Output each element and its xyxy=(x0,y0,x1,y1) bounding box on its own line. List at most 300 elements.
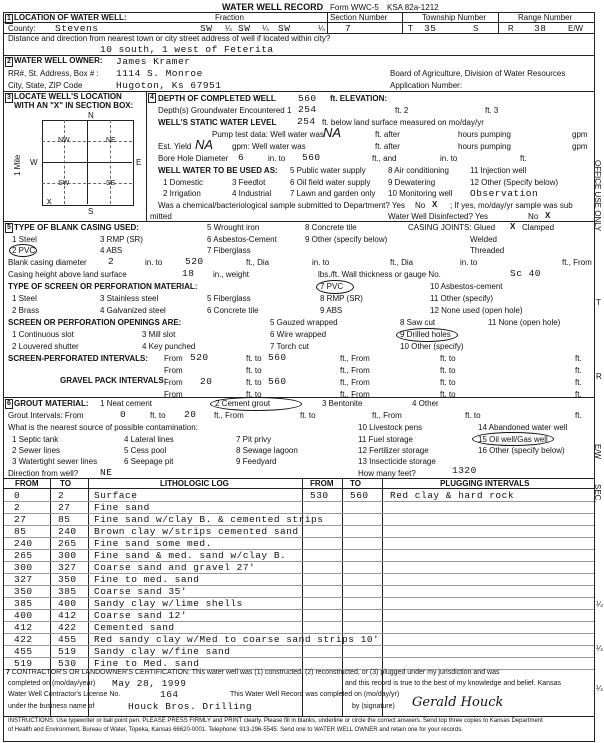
log-row-to: 400 xyxy=(58,598,77,609)
sample-no: No xyxy=(415,201,426,210)
nw-label: NW xyxy=(58,137,70,144)
open-drilled[interactable]: 9 Drilled holes xyxy=(400,330,451,339)
contam-watertight[interactable]: 3 Watertight sewer lines xyxy=(12,457,98,466)
open-continuous[interactable]: 1 Continuous slot xyxy=(12,330,74,339)
log-row-from: 400 xyxy=(14,610,33,621)
plug-desc: Red clay & hard rock xyxy=(390,490,515,501)
gp-ft-to: ft. to xyxy=(440,378,456,387)
fraction-2: SW xyxy=(238,23,251,34)
log-row-desc: Red sandy clay w/Med to coarse sand strips 10' xyxy=(94,634,380,645)
quarter-3: ¼ xyxy=(318,24,325,33)
grout-ft-from: ft., From xyxy=(214,411,244,420)
use-injection[interactable]: 11 Injection well xyxy=(470,166,527,175)
casing-wrought[interactable]: 5 Wrought iron xyxy=(207,223,260,232)
casing-label: TYPE OF BLANK CASING USED: xyxy=(14,223,139,232)
section-1-number: 1 xyxy=(5,14,13,24)
distance-label: Distance and direction from nearest town or city street address of well if located within city? xyxy=(8,34,331,43)
contam-sewer[interactable]: 2 Sewer lines xyxy=(12,446,61,455)
screen-pvc[interactable]: 7 PVC xyxy=(320,282,344,291)
grout-cement[interactable]: 2 Cement grout xyxy=(215,399,271,408)
contam-oilwell[interactable]: 15 Oil well/Gas well xyxy=(478,435,548,444)
bore-ft-and: ft., and xyxy=(372,154,397,163)
csz-label: City, State, ZIP Code xyxy=(8,81,83,90)
sw-label: SW xyxy=(58,180,70,187)
board-label: Board of Agriculture, Division of Water Resources xyxy=(390,69,566,78)
diam-ft-dia2: ft., Dia xyxy=(390,258,414,267)
use-observation: Observation xyxy=(470,188,539,199)
side-r: R xyxy=(596,372,602,381)
log-row-rule xyxy=(4,537,594,538)
gp-from-value: 20 xyxy=(200,376,213,387)
cert-completed-label: completed on (mo/day/year) xyxy=(8,680,96,687)
screen-other[interactable]: 11 Other (specify) xyxy=(430,294,493,303)
log-row-rule xyxy=(4,597,594,598)
screen-concrete[interactable]: 6 Concrete tile xyxy=(207,306,259,315)
pump-gpm: gpm xyxy=(572,130,588,139)
mile-label: 1 Mile xyxy=(13,154,22,176)
log-to-header: TO xyxy=(60,479,71,488)
side-q3: ¼ xyxy=(596,684,603,693)
feet-label: How many feet? xyxy=(358,469,416,478)
spi-from-label: From xyxy=(164,354,183,363)
yield-gpm: gpm: Well water was xyxy=(232,142,306,151)
log-row-rule xyxy=(4,621,594,622)
diam-ft-dia: ft., Dia xyxy=(246,258,270,267)
contam-cess[interactable]: 5 Cess pool xyxy=(124,446,167,455)
side-t: T xyxy=(596,298,601,307)
log-row-to: 2 xyxy=(58,490,65,501)
casing-steel[interactable]: 1 Steel xyxy=(12,235,37,244)
log-row-from: 265 xyxy=(14,550,33,561)
se-label: SE xyxy=(106,180,116,187)
contam-insecticide[interactable]: 13 Insecticide storage xyxy=(358,457,436,466)
log-row-from: 385 xyxy=(14,598,33,609)
address-label: RR#, St. Address, Box # : xyxy=(8,69,99,78)
log-row-from: 412 xyxy=(14,622,33,633)
grout-label: GROUT MATERIAL: xyxy=(14,399,89,408)
log-row-from: 350 xyxy=(14,586,33,597)
log-row-rule xyxy=(4,549,594,550)
groundwater-label: Depth(s) Groundwater Encountered 1 xyxy=(158,106,292,115)
license-value: 164 xyxy=(160,689,179,700)
address-value: 1114 S. Monroe xyxy=(116,68,203,79)
gp-to-value: 560 xyxy=(268,376,287,387)
open-other[interactable]: 10 Other (specify) xyxy=(400,342,464,351)
log-row-to: 240 xyxy=(58,526,77,537)
range-value: 38 xyxy=(534,23,547,34)
static-label: WELL'S STATIC WATER LEVEL xyxy=(158,118,277,127)
log-row-desc: Fine to Med. sand xyxy=(94,658,200,669)
log-row-rule xyxy=(4,645,594,646)
log-row-desc: Fine to med. sand xyxy=(94,574,200,585)
form-title: WATER WELL RECORD xyxy=(222,2,324,12)
range-ew: E/W xyxy=(568,24,584,33)
height-label: Casing height above land surface xyxy=(8,270,127,279)
plug-from: 530 xyxy=(310,490,329,501)
gauge-value: Sc 40 xyxy=(510,268,542,279)
township-value: 35 xyxy=(424,23,437,34)
west-label: W xyxy=(30,158,38,167)
section-4-number: 4 xyxy=(148,93,156,103)
open-louvered[interactable]: 2 Louvered shutter xyxy=(12,342,79,351)
grout-int-label: Grout Intervals: From xyxy=(8,411,84,420)
open-none[interactable]: 11 None (open hole) xyxy=(488,318,561,327)
bore-ft: ft. xyxy=(520,154,527,163)
grout-ft: ft. xyxy=(575,411,582,420)
gp-to-label: ft. to xyxy=(246,378,262,387)
form-number: Form WWC-5 xyxy=(330,3,379,12)
spi-label: SCREEN-PERFORATED INTERVALS: xyxy=(8,354,149,363)
log-row-rule xyxy=(4,657,594,658)
open-drilled-circle xyxy=(396,328,458,342)
log-row-rule xyxy=(4,561,594,562)
log-row-rule xyxy=(4,573,594,574)
joints-clamped[interactable]: Clamped xyxy=(522,223,555,232)
disinfect-no: No xyxy=(528,212,539,221)
bore-value: 6 xyxy=(238,152,245,163)
license-label: Water Well Contractor's License No. xyxy=(8,691,121,698)
gp-from-label: From xyxy=(164,378,183,387)
use-air[interactable]: 8 Air conditioning xyxy=(388,166,449,175)
use-label: WELL WATER TO BE USED AS: xyxy=(158,166,278,175)
disinfect-x: X xyxy=(545,211,551,220)
log-row-rule xyxy=(4,501,594,502)
section-2-number: 2 xyxy=(5,57,13,67)
pump-label: Pump test data: Well water was xyxy=(212,130,324,139)
plug-header: PLUGGING INTERVALS xyxy=(440,479,530,488)
screen-brass[interactable]: 2 Brass xyxy=(12,306,40,315)
depth-label: DEPTH OF COMPLETED WELL xyxy=(158,94,276,103)
disinfect-label: Water Well Disinfected? Yes xyxy=(388,212,489,221)
grout-cement-circle xyxy=(210,397,302,411)
section-label: Section Number xyxy=(330,13,388,22)
log-row-to: 27 xyxy=(58,502,71,513)
log-row-to: 327 xyxy=(58,562,77,573)
grout-from-value: 0 xyxy=(120,409,127,420)
spi-ft-from: ft., From xyxy=(340,354,370,363)
open-gauzed[interactable]: 5 Gauzed wrapped xyxy=(270,318,338,327)
record-completed-label: This Water Well Record was completed on (mo/day/yr) xyxy=(230,691,400,698)
gp2-to-label: ft. to xyxy=(246,390,262,399)
plug-to-header: TO xyxy=(350,479,361,488)
static-rest: ft. below land surface measured on mo/day/yr xyxy=(322,118,484,127)
groundwater-1-value: 254 xyxy=(298,104,317,115)
spi-from-value: 520 xyxy=(190,352,209,363)
mitted: mitted xyxy=(150,212,172,221)
grout-to-value: 20 xyxy=(184,409,197,420)
diam-value: 2 xyxy=(108,256,115,267)
weight-label: in., weight xyxy=(213,270,250,279)
screen-abs[interactable]: 9 ABS xyxy=(320,306,343,315)
screen-rmp[interactable]: 8 RMP (SR) xyxy=(320,294,363,303)
ne-label: NE xyxy=(106,137,116,144)
section-7-number: 7 xyxy=(6,669,10,676)
log-row-from: 327 xyxy=(14,574,33,585)
spi-to-label: ft. to xyxy=(246,354,262,363)
open-wire[interactable]: 6 Wire wrapped xyxy=(270,330,327,339)
use-public[interactable]: 5 Public water supply xyxy=(290,166,366,175)
open-mill[interactable]: 3 Mill slot xyxy=(142,330,176,339)
pump-value: NA xyxy=(323,125,342,140)
contam-septic[interactable]: 1 Septic tank xyxy=(12,435,59,444)
plug-to: 560 xyxy=(350,490,369,501)
log-row-desc: Fine sand xyxy=(94,502,150,513)
use-dewatering[interactable]: 9 Dewatering xyxy=(388,178,436,187)
owner-name: James Kramer xyxy=(116,56,191,67)
business-label: under the business name of xyxy=(8,703,95,710)
spi-ft-end: ft. xyxy=(575,354,582,363)
gp2-ft-to: ft. to xyxy=(440,390,456,399)
north-label: N xyxy=(88,111,94,120)
log-row-to: 265 xyxy=(58,538,77,549)
log-row-from: 27 xyxy=(14,514,27,525)
county-value: Stevens xyxy=(55,23,99,34)
log-row-to: 385 xyxy=(58,586,77,597)
log-row-from: 422 xyxy=(14,634,33,645)
use-other[interactable]: 12 Other (Specify below) xyxy=(470,178,559,187)
spi2-to-label: ft. to xyxy=(246,366,262,375)
joints-welded[interactable]: Welded xyxy=(470,235,497,244)
contam-livestock[interactable]: 10 Livestock pens xyxy=(358,423,423,432)
cert-line1: CONTRACTOR'S OR LANDOWNER'S CERTIFICATION: This water well was (1) constructed, (2) reconstructed, or (3) plugged under my jurisdiction and was xyxy=(11,669,500,676)
log-row-desc: Sandy clay w/lime shells xyxy=(94,598,243,609)
grout-ft-to2: ft. to xyxy=(300,411,316,420)
log-row-to: 300 xyxy=(58,550,77,561)
location-label: LOCATION OF WATER WELL: xyxy=(14,13,127,22)
use-domestic[interactable]: 1 Domestic xyxy=(163,178,204,187)
casing-other[interactable]: 9 Other (specify below) xyxy=(305,235,388,244)
log-row-desc: Cemented sand xyxy=(94,622,175,633)
use-industrial[interactable]: 4 Industrial xyxy=(232,189,272,198)
log-row-to: 530 xyxy=(58,658,77,669)
direction-value: NE xyxy=(100,467,113,478)
office-use-label: OFFICE USE ONLY xyxy=(593,160,602,232)
log-row-from: 2 xyxy=(14,502,21,513)
log-row-to: 519 xyxy=(58,646,77,657)
casing-rmp[interactable]: 3 RMP (SR) xyxy=(100,235,143,244)
open-key[interactable]: 4 Key punched xyxy=(142,342,196,351)
log-row-desc: Surface xyxy=(94,490,138,501)
location-x-mark: x xyxy=(47,196,52,206)
casing-pvc[interactable]: 2 PVC xyxy=(12,246,36,255)
spi-to-value: 560 xyxy=(268,352,287,363)
township-s: S xyxy=(473,24,479,33)
gp-ft-from: ft., From xyxy=(340,378,370,387)
height-value: 18 xyxy=(182,268,195,279)
cert-date: May 28, 1999 xyxy=(112,678,187,689)
contam-fuel[interactable]: 11 Fuel storage xyxy=(358,435,413,444)
grout-ft-from2: ft., From xyxy=(372,411,402,420)
log-row-rule xyxy=(4,609,594,610)
grout-other[interactable]: 4 Other xyxy=(412,399,439,408)
lbs-label: lbs./ft. Wall thickness or gauge No. xyxy=(318,270,441,279)
business-value: Houck Bros. Drilling xyxy=(128,701,253,712)
cert-true-label: and this record is true to the best of my knowledge and belief. Kansas xyxy=(345,680,561,687)
log-row-from: 455 xyxy=(14,646,33,657)
openings-label: SCREEN OR PERFORATION OPENINGS ARE: xyxy=(8,318,182,327)
grout-bentonite[interactable]: 3 Bentonite xyxy=(322,399,363,408)
log-litho-header: LITHOLOGIC LOG xyxy=(160,479,229,488)
sample-rest: ; If yes, mo/day/yr sample was sub xyxy=(450,201,573,210)
log-row-desc: Fine sand some med. xyxy=(94,538,212,549)
yield-value: NA xyxy=(195,137,214,152)
depth-value: 560 xyxy=(298,93,317,104)
csz-value: Hugoton, Ks 67951 xyxy=(116,80,222,91)
log-row-rule xyxy=(4,585,594,586)
log-from-header: FROM xyxy=(15,479,39,488)
instructions-2: of Health and Environment, Bureau of Water, Topeka, Kansas 66620-0001. Telephone: 913-296-5545. Send one to WATER WELL OWNER and retain one for your records. xyxy=(8,727,463,733)
township-label: Township Number xyxy=(422,13,487,22)
east-label: E xyxy=(136,158,142,167)
log-row-desc: Sandy clay w/fine sand xyxy=(94,646,231,657)
screen-none[interactable]: 12 None used (open hole) xyxy=(430,306,523,315)
log-row-to: 455 xyxy=(58,634,77,645)
application-label: Application Number: xyxy=(390,81,463,90)
use-irrigation[interactable]: 2 Irrigation xyxy=(163,189,201,198)
log-row-from: 85 xyxy=(14,526,27,537)
section-3-number: 3 xyxy=(5,93,13,103)
casing-pvc-circle xyxy=(9,244,37,257)
township-prefix: T xyxy=(408,24,413,33)
log-row-from: 240 xyxy=(14,538,33,549)
spi2-ft-to: ft. to xyxy=(440,366,456,375)
locate-label: LOCATE WELL'S LOCATION WITH AN "X" IN SECTION BOX: xyxy=(14,92,134,110)
spi-ft-to: ft. to xyxy=(440,354,456,363)
south-label: S xyxy=(88,207,94,216)
screen-asbestos[interactable]: 10 Asbestos-cement xyxy=(430,282,503,291)
log-row-desc: Coarse sand 12' xyxy=(94,610,188,621)
side-q1: ¼ xyxy=(596,600,603,609)
use-feedlot[interactable]: 3 Feedlot xyxy=(232,178,266,187)
screen-stainless[interactable]: 3 Stainless steel xyxy=(100,294,159,303)
contam-seepage[interactable]: 6 Seepage pit xyxy=(124,457,174,466)
feet-value: 1320 xyxy=(452,465,477,476)
plug-from-header: FROM xyxy=(310,479,334,488)
joints-threaded[interactable]: Threaded xyxy=(470,246,505,255)
screen-steel[interactable]: 1 Steel xyxy=(12,294,37,303)
spi2-from-label: From xyxy=(164,366,183,375)
casing-fiberglass[interactable]: 7 Fiberglass xyxy=(207,246,251,255)
yield-after: ft. after xyxy=(375,142,400,151)
diam-in-to: in. to xyxy=(145,258,163,267)
log-row-to: 412 xyxy=(58,610,77,621)
contam-lagoon[interactable]: 8 Sewage lagoon xyxy=(236,446,298,455)
direction-label: Direction from well? xyxy=(8,469,79,478)
fraction-3: SW xyxy=(278,23,291,34)
joints-x: X xyxy=(510,222,516,231)
log-row-to: 85 xyxy=(58,514,71,525)
contam-other[interactable]: 16 Other (specify below) xyxy=(478,446,565,455)
diam-label: Blank casing diameter xyxy=(8,258,87,267)
diam-in-to2: in. to xyxy=(312,258,330,267)
use-lawn[interactable]: 7 Lawn and garden only xyxy=(290,189,376,198)
log-row-rule xyxy=(4,525,594,526)
gp2-ft-end: ft. xyxy=(575,390,582,399)
screen-fiberglass[interactable]: 5 Fiberglass xyxy=(207,294,251,303)
yield-label: Est. Yield xyxy=(158,142,192,151)
log-row-to: 350 xyxy=(58,574,77,585)
open-torch[interactable]: 7 Torch cut xyxy=(270,342,309,351)
gp2-ft-from: ft., From xyxy=(340,390,370,399)
elevation-label: ft. ELEVATION: xyxy=(330,94,388,103)
ksa-number: KSA 82a-1212 xyxy=(387,3,439,12)
instructions-1: INSTRUCTIONS: Use typewriter or ball point pen. PLEASE PRESS FIRMLY and PRINT clearly. Please fill in blanks, underline or circle the correct answers. Send top three copies to Kansas Department xyxy=(8,718,543,724)
sample-question: Was a chemical/bacteriological sample submitted to Department? Yes xyxy=(158,201,405,210)
bore-label: Bore Hole Diameter xyxy=(158,154,229,163)
casing-asbestos[interactable]: 6 Asbestos-Cement xyxy=(207,235,277,244)
pump-after: ft. after xyxy=(375,130,400,139)
signature-label: by (signature) xyxy=(352,703,395,710)
screen-pvc-circle xyxy=(316,280,354,294)
use-monitoring[interactable]: 10 Monitoring well xyxy=(388,189,453,198)
log-row-desc: Coarse sand 35' xyxy=(94,586,188,597)
gp-ft-end: ft. xyxy=(575,378,582,387)
fraction-label: Fraction xyxy=(215,13,244,22)
section-grid[interactable] xyxy=(42,120,134,206)
grout-neat[interactable]: 1 Neat cement xyxy=(100,399,153,408)
gp2-from-label: From xyxy=(164,390,183,399)
gw3-label: ft. 3 xyxy=(485,106,499,115)
side-ew: E/W xyxy=(593,444,602,460)
joints-glued[interactable]: CASING JOINTS: Glued xyxy=(408,223,496,232)
gp-label: GRAVEL PACK INTERVALS: xyxy=(60,376,167,385)
owner-label: WATER WELL OWNER: xyxy=(14,56,103,65)
quarter-2: ¼ xyxy=(262,24,269,33)
bore-to-value: 560 xyxy=(302,152,321,163)
yield-hours: hours pumping xyxy=(458,142,511,151)
diam-to-value: 520 xyxy=(185,256,204,267)
yield-gpm2: gpm xyxy=(572,142,588,151)
pump-hours: hours pumping xyxy=(458,130,511,139)
log-row-to: 422 xyxy=(58,622,77,633)
section-6-number: 6 xyxy=(5,399,13,409)
grout-ft-to: ft. to xyxy=(150,411,166,420)
log-row-desc: Fine sand & med. sand w/clay B. xyxy=(94,550,287,561)
casing-abs[interactable]: 4 ABS xyxy=(100,246,123,255)
gw2-label: ft. 2 xyxy=(395,106,409,115)
contam-label: What is the nearest source of possible contamination: xyxy=(8,423,198,432)
spi2-ft-from: ft., From xyxy=(340,366,370,375)
quarter-1: ¼ xyxy=(225,24,232,33)
range-prefix: R xyxy=(508,24,514,33)
signature: Gerald Houck xyxy=(412,695,504,710)
section-5-number: 5 xyxy=(5,223,13,233)
spi2-ft-end: ft. xyxy=(575,366,582,375)
casing-concrete[interactable]: 8 Concrete tile xyxy=(305,223,357,232)
contam-oilwell-circle xyxy=(472,432,554,446)
sample-x: X xyxy=(432,200,438,209)
contam-lateral[interactable]: 4 Lateral lines xyxy=(124,435,174,444)
contam-privy[interactable]: 7 Pit privy xyxy=(236,435,272,444)
use-oilfield[interactable]: 6 Oil field water supply xyxy=(290,178,371,187)
log-row-from: 519 xyxy=(14,658,33,669)
static-value: 254 xyxy=(297,116,316,127)
section-value: 7 xyxy=(345,23,352,34)
diam-ft: ft., From xyxy=(562,258,592,267)
fraction-1: SW xyxy=(200,23,213,34)
log-row-desc: Coarse sand and gravel 27' xyxy=(94,562,256,573)
open-saw[interactable]: 8 Saw cut xyxy=(400,318,436,327)
bore-in-to2: in. to xyxy=(440,154,458,163)
screen-galvanized[interactable]: 4 Galvanized steel xyxy=(100,306,166,315)
contam-fertilizer[interactable]: 12 Fertilizer storage xyxy=(358,446,429,455)
side-sec: SEC. xyxy=(593,484,602,503)
distance-value: 10 south, 1 west of Feterita xyxy=(100,44,274,55)
range-label: Range Number xyxy=(518,13,573,22)
contam-abandoned[interactable]: 14 Abandoned water well xyxy=(478,423,568,432)
log-row-desc: Brown clay w/strips cemented sand xyxy=(94,526,299,537)
contam-feedyard[interactable]: 9 Feedyard xyxy=(236,457,277,466)
